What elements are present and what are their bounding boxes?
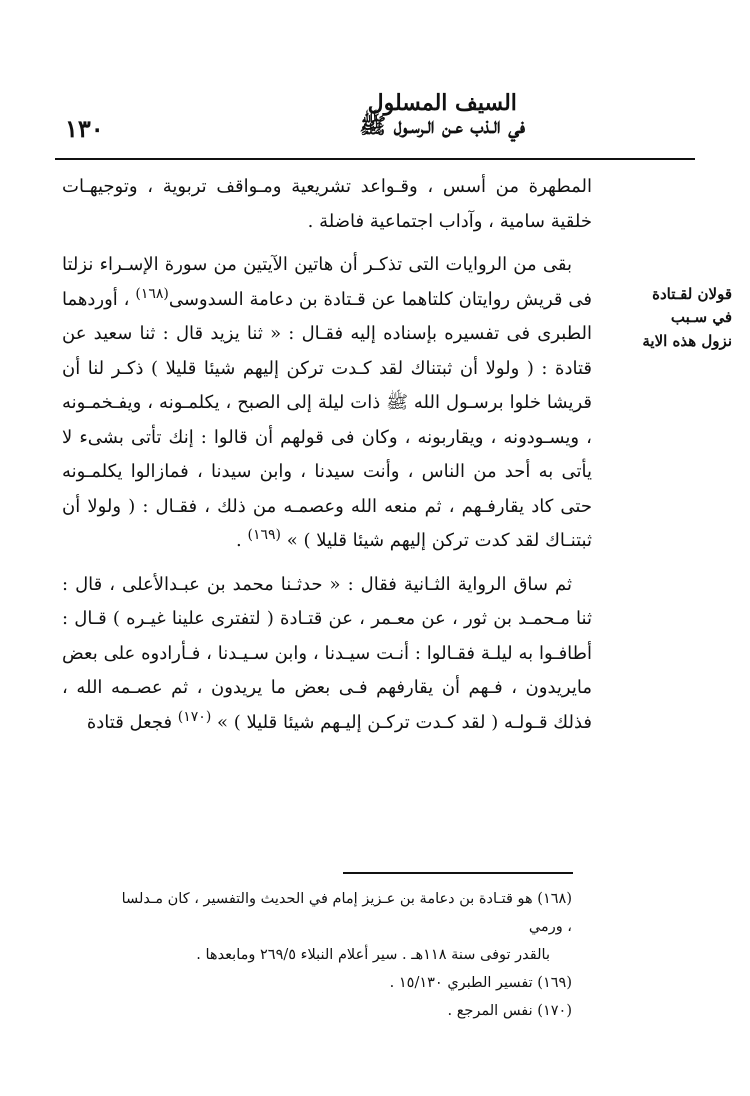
header-rule — [55, 158, 695, 160]
footnote-separator — [343, 872, 573, 874]
footnote-168: (١٦٨) هو قتـادة بن دعامة بن عـزيز إمام في الحديث والتفسير ، كان مـدلسا ، ورمي — [121, 891, 572, 935]
paragraph-1: المطهرة من أسس ، وقـواعد تشريعية ومـواقف تربوية ، وتوجيهـات خلقية سامية ، وآداب اجتماعية فاضلة . — [62, 176, 592, 232]
running-title-line2: في الـذب عـن الـرسـول ﷺ — [359, 113, 525, 140]
page-number: ١٣٠ — [65, 114, 104, 143]
body-text — [62, 170, 592, 740]
footnote-ref-169[interactable]: (١٦٩) — [247, 527, 281, 543]
footnote-170: (١٧٠) نفس المرجع . — [447, 1003, 572, 1019]
footnotes — [120, 885, 572, 1025]
footnote-ref-168[interactable]: (١٦٨) — [135, 285, 169, 302]
running-title — [360, 92, 525, 138]
running-title-line1: السيف المسلول — [367, 90, 517, 116]
paragraph-3: ثم ساق الرواية الثـانية فقال : « حدثـنا محمد بن عبـدالأعلى ، قال : ثنا مـحمـد بن ثور ، عن معـمر ، عن قتـادة ( لتفترى علينا غيـره ) قـال : أطافـوا به ليلـة فقـالوا : أنـت سيـدنا ، وابن سـيـدنا ، فـأرادوه على بعض مايريدون ، فـهم أن يقارفهم فـى بعض ما يريدون ، ثم عصـمه الله ، فذلك قـولـه ( لقد كـدت تركـن إليـهم شيئا قليلا ) » $^{(١٧٠)}$ فجعل قتادة — [62, 573, 592, 733]
paragraph-2: بقى من الروايات التى تذكـر أن هاتين الآيتين من سورة الإسـراء نزلتا فى قريش روايتان كلتاهما عن قـتادة بن دعامة السدوسى$^{(١٦٨)}$ ، أوردهما الطبرى فى تفسيره بإسناده إليه فقـال : « ثنا يزيد قال : ثنا سعيد عن قتادة : ( ولولا أن ثبتناك لقد كـدت تركن إليهم شيئا قليلا ) ذكـر لنا أن قريشا خلوا برسـول الله ﷺ ذات ليلة إلى الصبح ، يكلمـونه ، ويفـخمـونه ، ويسـودونه ، ويقاربونه ، وكان فى قولهم أن قالوا : إنك تأتى بشىء لا يأتى به أحد من الناس ، وأنت سيدنا ، وابن سيدنا ، فمازالوا يكلمـونه حتى كاد يقارفـهم ، ثم منعه الله وعصمـه من ذلك ، فقـال : ( ولولا أن ثبتنـاك لقد كدت تركن إليهم شيئا قليلا ) » $^{(١٦٩)}$ . — [62, 254, 592, 551]
margin-note: قولان لقـتادة في سـبب نزول هذه الاية — [642, 285, 732, 350]
footnote-169: (١٦٩) تفسير الطبري ١٥/١٣٠ . — [389, 975, 572, 991]
page-header — [55, 92, 695, 152]
footnote-168-cont: بالقدر توفى سنة ١١٨هـ . سير أعلام النبلاء ٢٦٩/٥ ومابعدها . — [196, 947, 550, 963]
footnote-ref-170[interactable]: (١٧٠) — [177, 708, 212, 725]
